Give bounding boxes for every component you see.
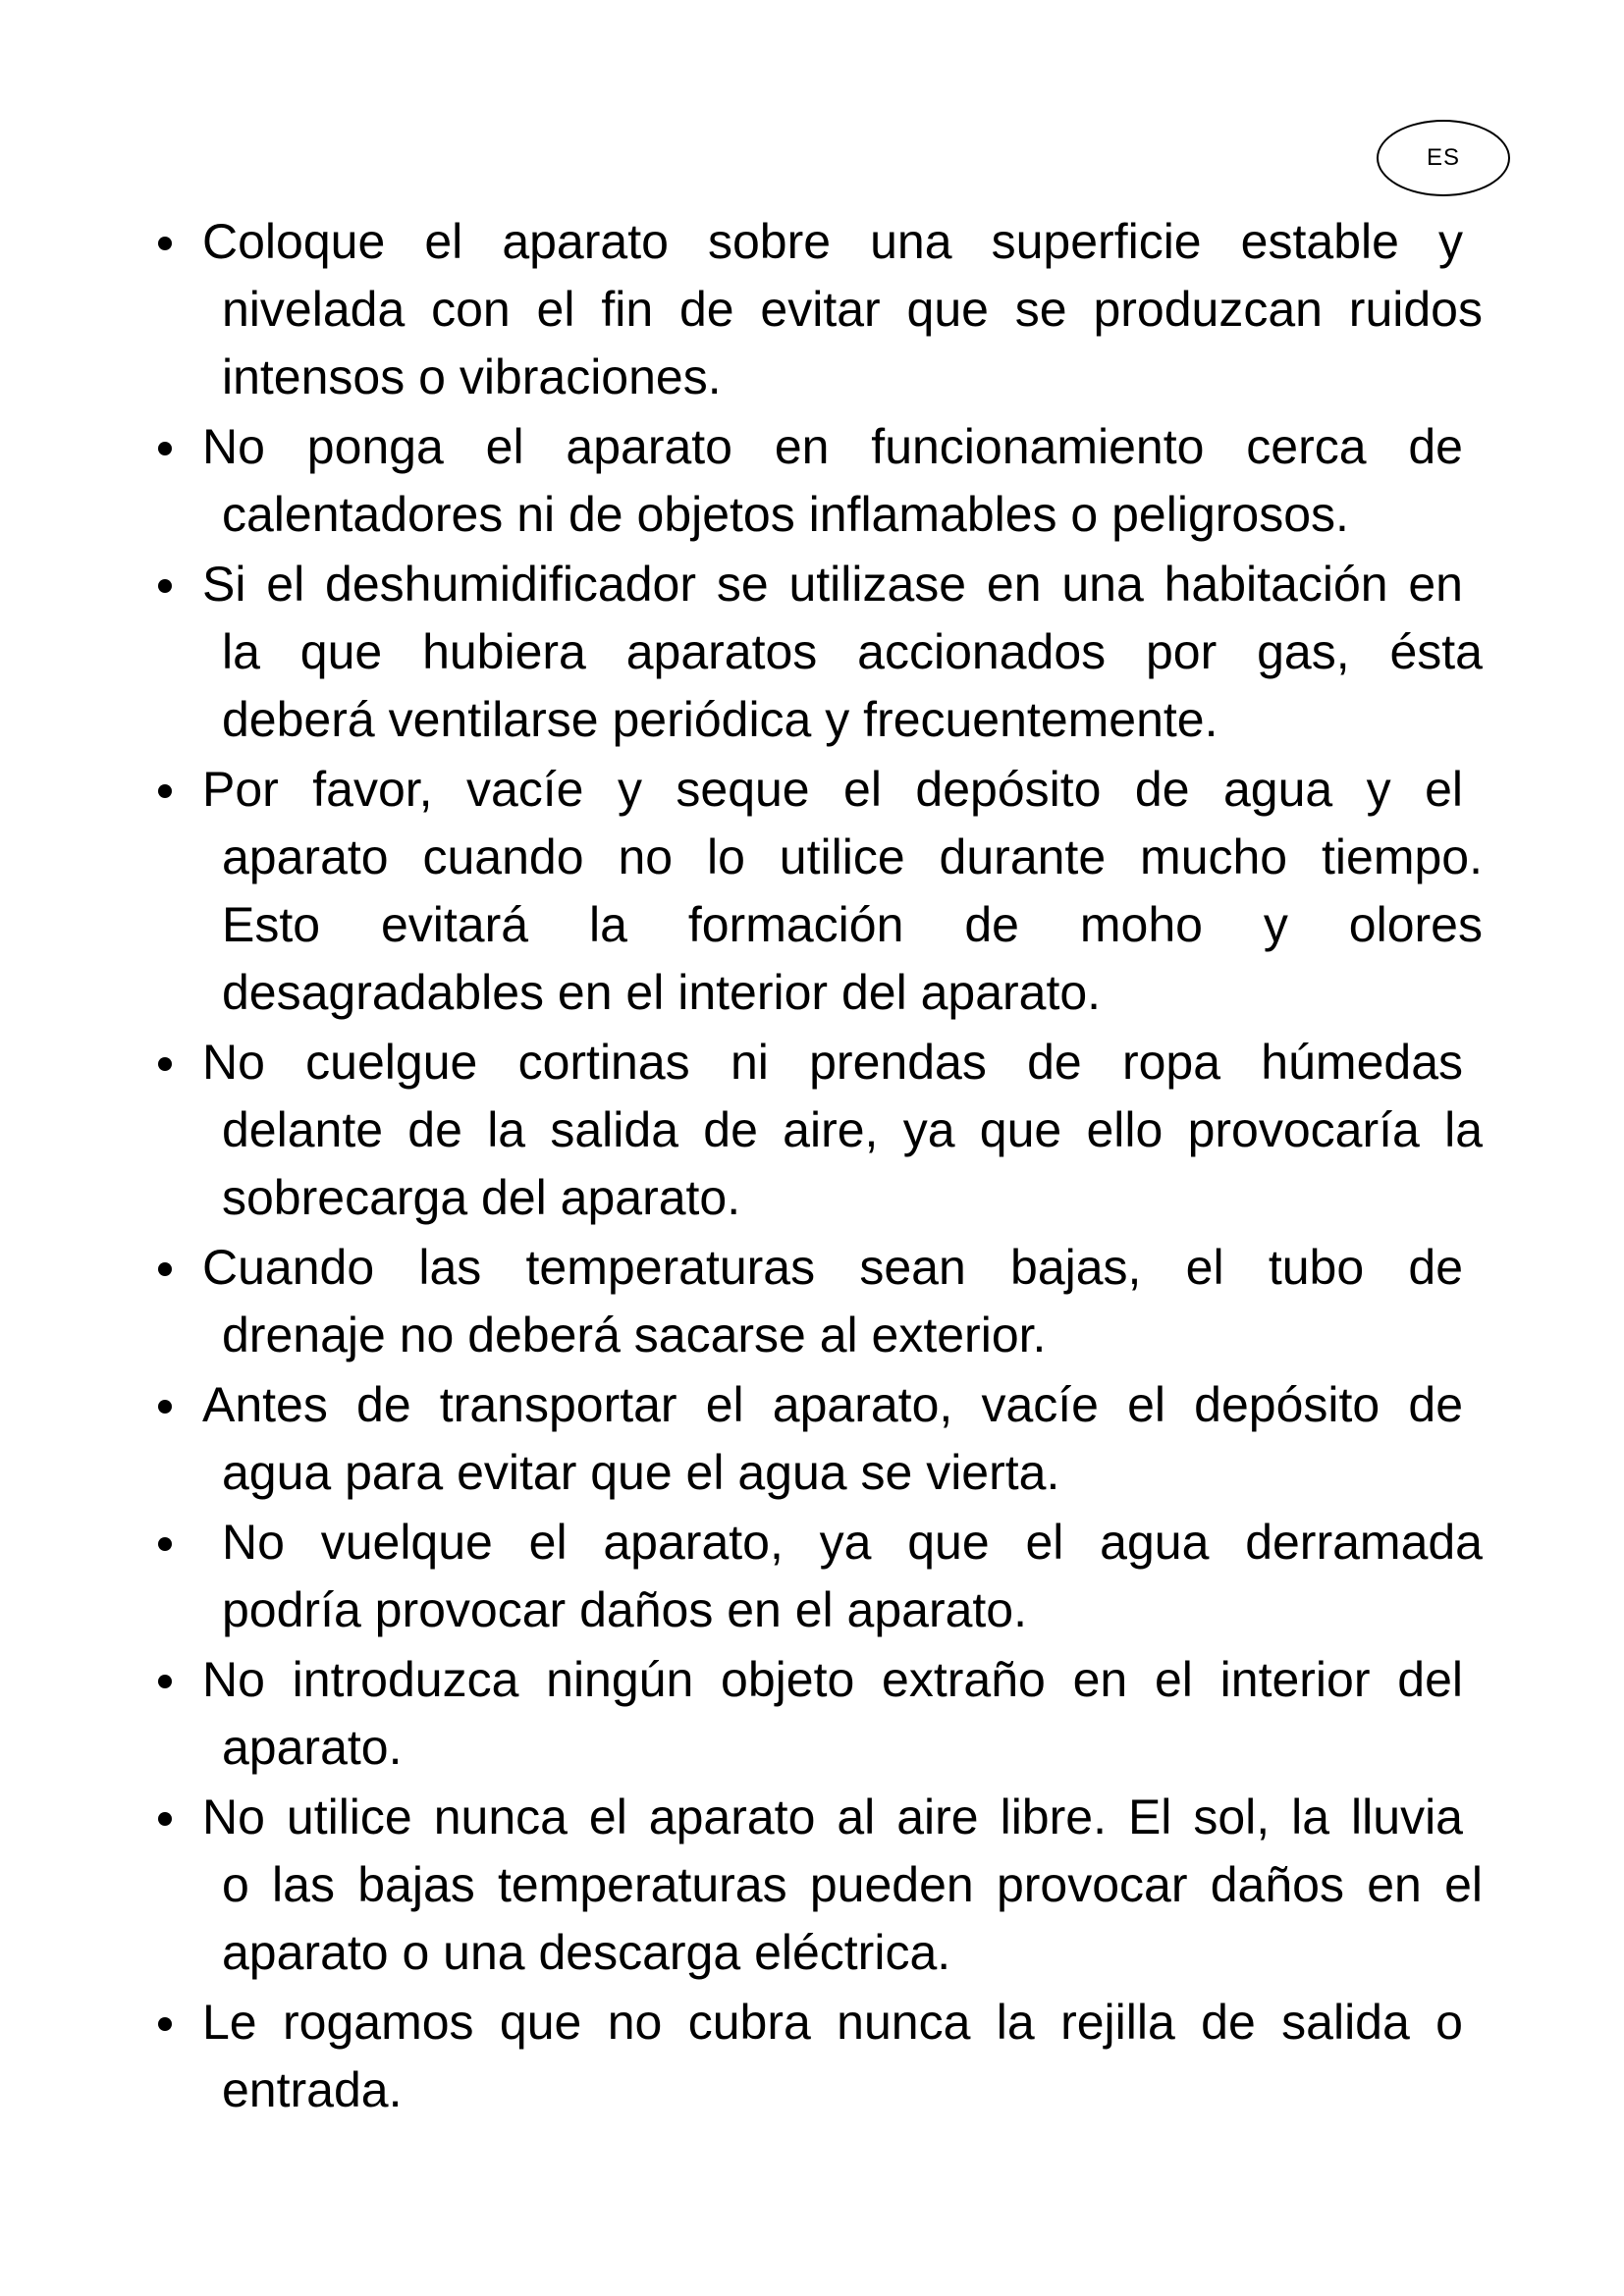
item-line: podría provocar daños en el aparato. — [222, 1582, 1027, 1637]
item-line: agua para evitar que el agua se vierta. — [222, 1445, 1060, 1500]
list-item — [147, 1509, 1483, 1644]
item-line: Cuando las temperaturas sean bajas, el tubo de — [202, 1240, 1463, 1295]
item-line: la que hubiera aparatos accionados por gas, ésta — [222, 624, 1483, 679]
item-line: No ponga el aparato en funcionamiento cerca de — [202, 419, 1463, 474]
list-item — [147, 413, 1483, 549]
item-line: No vuelque el aparato, ya que el agua derramada — [222, 1515, 1483, 1570]
language-badge: ES — [1377, 120, 1510, 196]
list-item — [147, 1371, 1483, 1507]
item-line: Si el deshumidificador se utilizase en una habitación en — [202, 557, 1463, 612]
bullet-icon — [158, 237, 172, 250]
item-line: Antes de transportar el aparato, vacíe el depósito de — [202, 1377, 1463, 1432]
bullet-icon — [158, 1812, 172, 1826]
item-line: drenaje no deberá sacarse al exterior. — [222, 1308, 1047, 1362]
list-item — [147, 1989, 1483, 2124]
item-line: Por favor, vacíe y seque el depósito de agua y el — [202, 762, 1463, 817]
item-line: calentadores ni de objetos inflamables o peligrosos. — [222, 487, 1349, 542]
bullet-icon — [158, 1262, 172, 1276]
item-line: No cuelgue cortinas ni prendas de ropa húmedas — [202, 1035, 1463, 1090]
list-item — [147, 1784, 1483, 1987]
item-line: aparato o una descarga eléctrica. — [222, 1925, 951, 1980]
bullet-icon — [158, 1057, 172, 1071]
list-item — [147, 551, 1483, 754]
item-line: intensos o vibraciones. — [222, 349, 722, 404]
bullet-icon — [158, 1400, 172, 1414]
item-line: desagradables en el interior del aparato. — [222, 965, 1102, 1020]
item-line: Coloque el aparato sobre una superficie estable y — [202, 214, 1463, 269]
list-item — [147, 1646, 1483, 1782]
safety-instructions-list — [147, 208, 1483, 2126]
item-line: delante de la salida de aire, ya que ello provocaría la — [222, 1102, 1483, 1157]
item-line: entrada. — [222, 2062, 403, 2117]
bullet-icon — [158, 2017, 172, 2031]
bullet-icon — [158, 579, 172, 593]
item-line: aparato. — [222, 1720, 403, 1775]
item-line: deberá ventilarse periódica y frecuentemente. — [222, 692, 1218, 747]
list-item — [147, 1029, 1483, 1232]
item-line: sobrecarga del aparato. — [222, 1170, 741, 1225]
bullet-icon — [158, 1537, 172, 1551]
bullet-icon — [158, 784, 172, 798]
list-item — [147, 1234, 1483, 1369]
item-line: o las bajas temperaturas pueden provocar daños en el — [222, 1857, 1483, 1912]
bullet-icon — [158, 442, 172, 455]
item-line: Esto evitará la formación de moho y olores — [222, 897, 1483, 952]
item-line: No introduzca ningún objeto extraño en el interior del — [202, 1652, 1463, 1707]
list-item — [147, 208, 1483, 411]
bullet-icon — [158, 1675, 172, 1688]
item-line: aparato cuando no lo utilice durante mucho tiempo. — [222, 829, 1483, 884]
list-item — [147, 756, 1483, 1027]
item-line: No utilice nunca el aparato al aire libre. El sol, la lluvia — [202, 1789, 1463, 1844]
item-line: nivelada con el fin de evitar que se produzcan ruidos — [222, 282, 1483, 337]
item-line: Le rogamos que no cubra nunca la rejilla de salida o — [202, 1995, 1463, 2050]
